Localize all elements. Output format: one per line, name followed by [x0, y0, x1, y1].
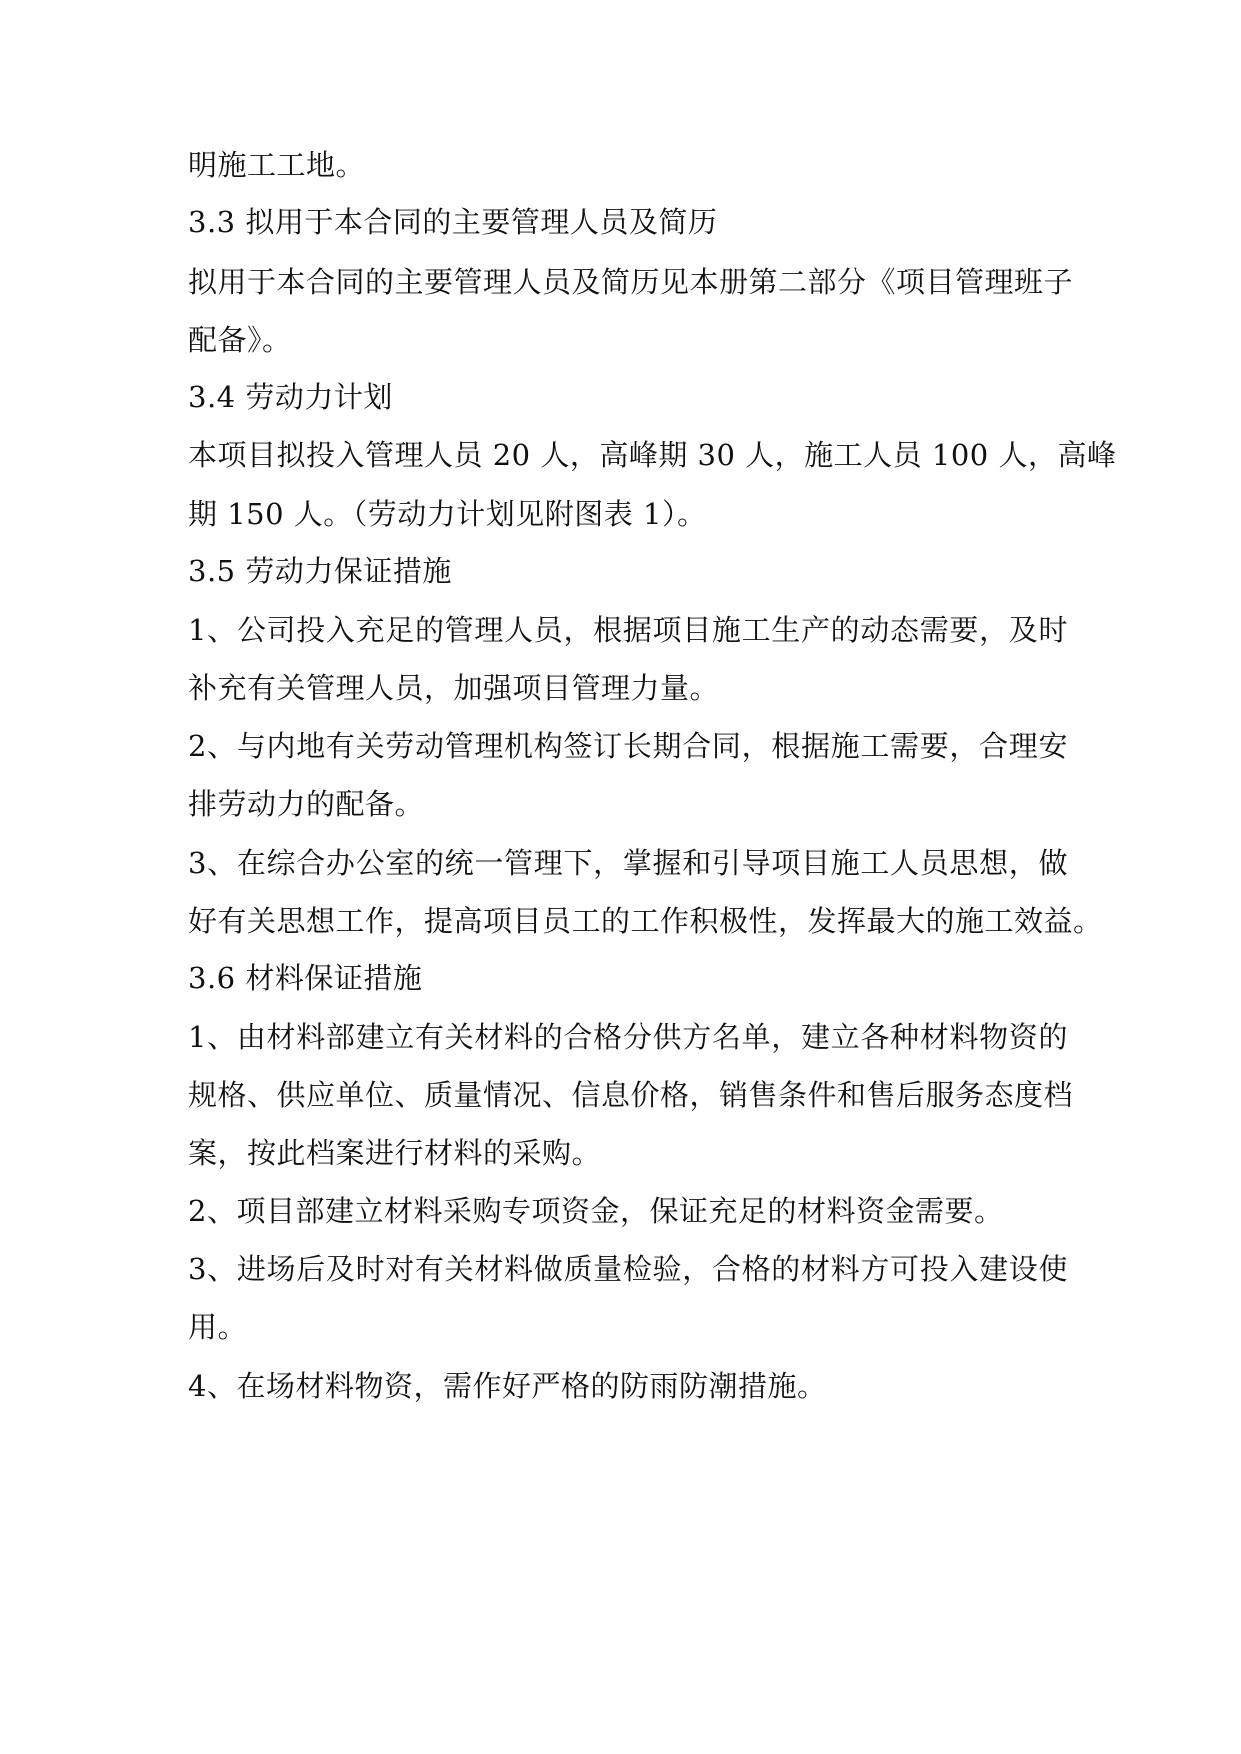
paragraph-line: 拟用于本合同的主要管理人员及简历见本册第二部分《项目管理班子 [188, 265, 1074, 299]
list-item-line: 4、在场材料物资，需作好严格的防雨防潮措施。 [188, 1369, 827, 1403]
section-heading: 3.3 拟用于本合同的主要管理人员及简历 [188, 205, 718, 239]
list-item-line: 规格、供应单位、质量情况、信息价格，销售条件和售后服务态度档 [188, 1078, 1074, 1112]
list-item-line: 补充有关管理人员，加强项目管理力量。 [188, 671, 720, 705]
list-item-line: 2、项目部建立材料采购专项资金，保证充足的材料资金需要。 [188, 1194, 1004, 1228]
list-item-line: 3、在综合办公室的统一管理下，掌握和引导项目施工人员思想，做 [188, 846, 1068, 880]
list-item-line: 用。 [188, 1310, 248, 1344]
list-item-line: 2、与内地有关劳动管理机构签订长期合同，根据施工需要，合理安 [188, 729, 1068, 763]
list-item-line: 案，按此档案进行材料的采购。 [188, 1136, 602, 1170]
paragraph-line: 期 150 人。（劳动力计划见附图表 1）。 [188, 497, 707, 531]
list-item-line: 1、由材料部建立有关材料的合格分供方名单，建立各种材料物资的 [188, 1020, 1068, 1054]
paragraph-line: 明施工工地。 [188, 148, 366, 182]
section-heading: 3.6 材料保证措施 [188, 961, 423, 995]
list-item-line: 好有关思想工作，提高项目员工的工作积极性，发挥最大的施工效益。 [188, 904, 1103, 938]
list-item-line: 1、公司投入充足的管理人员，根据项目施工生产的动态需要，及时 [188, 613, 1068, 647]
paragraph-line: 配备》。 [188, 323, 292, 357]
list-item-line: 排劳动力的配备。 [188, 787, 425, 821]
list-item-line: 3、进场后及时对有关材料做质量检验，合格的材料方可投入建设使 [188, 1252, 1068, 1286]
section-heading: 3.4 劳动力计划 [188, 380, 393, 414]
section-heading: 3.5 劳动力保证措施 [188, 554, 452, 588]
paragraph-line: 本项目拟投入管理人员 20 人，高峰期 30 人，施工人员 100 人，高峰 [188, 438, 1117, 472]
